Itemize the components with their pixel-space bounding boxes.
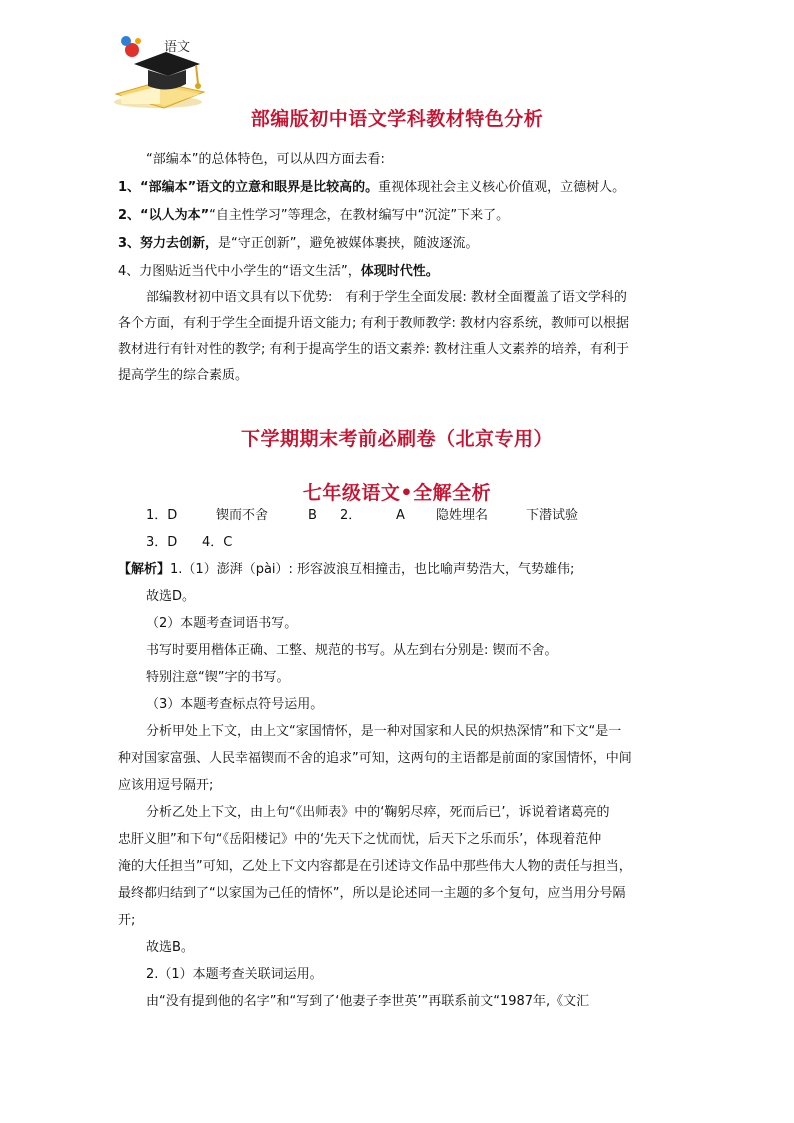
answer-cell: 隐姓埋名: [436, 508, 489, 523]
analysis-line: 应该用逗号隔开;: [118, 778, 214, 793]
analysis-line: 最终都归结到了“以家国为己任的情怀”，所以是论述同一主题的多个复句，应当用分号隔: [118, 886, 626, 901]
answer-row-2: [146, 534, 706, 552]
analysis-line: [118, 561, 678, 579]
answer-cell: A: [396, 508, 405, 523]
analysis-line: （2）本题考查词语书写。: [146, 616, 298, 631]
answer-cell: 1．D: [146, 508, 178, 523]
answer-cell: 2．: [340, 508, 362, 523]
analysis-line: （3）本题考查标点符号运用。: [146, 697, 324, 712]
intro-lead: “部编本”的总体特色，可以从四方面去看:: [146, 152, 385, 167]
answer-cell: 锲而不舍: [216, 508, 269, 523]
advantage-line: 教材进行有针对性的教学; 有利于提高学生的语文素养: 教材注重人文素养的培养，有利于: [118, 342, 630, 357]
intro-point-4-text: 4、力图贴近当代中小学生的“语文生活”，: [118, 264, 361, 279]
advantage-line: 提高学生的综合素质。: [118, 368, 249, 383]
intro-point-3-bold: 3、努力去创新，: [118, 236, 219, 251]
graduation-cap-book-logo-icon: [108, 32, 218, 112]
analysis-line: 分析甲处上下文，由上文“家国情怀，是一种对国家和人民的炽热深情”和下文“是一: [146, 724, 622, 739]
analysis-tag: 【解析】: [118, 562, 171, 577]
answer-cell: 3．D: [146, 535, 178, 550]
analysis-line: 书写时要用楷体正确、工整、规范的书写。从左到右分别是: 锲而不舍。: [146, 643, 558, 658]
analysis-line: 分析乙处上下文，由上句“《出师表》中的‘鞠躬尽瘁，死而后已’，诉说着诸葛亮的: [146, 805, 610, 820]
intro-point-1-bold: 1、“部编本”语文的立意和眼界是比较高的。: [118, 180, 379, 195]
intro-point-4: [118, 263, 678, 281]
analysis-line: 由“没有提到他的名字”和“写到了‘他妻子李世英’”再联系前文“1987年,《文汇: [146, 994, 590, 1009]
analysis-line: 故选D。: [146, 589, 196, 604]
intro-point-1: [118, 179, 678, 197]
analysis-line: 种对国家富强、人民幸福锲而不舍的追求”可知，这两句的主语都是前面的家国情怀，中间: [118, 751, 632, 766]
intro-point-1-text: 重视体现社会主义核心价值观，立德树人。: [378, 180, 626, 195]
answer-cell: 4．C: [202, 535, 233, 550]
exam-subtitle: 七年级语文•全解全析: [302, 482, 492, 504]
analysis-line: 开;: [118, 913, 136, 928]
advantage-line: 各个方面，有利于学生全面提升语文能力; 有利于教师教学: 教材内容系统，教师可以根据: [118, 316, 630, 331]
intro-point-2-bold: 2、“以人为本”: [118, 208, 210, 223]
logo-label: 语文: [164, 40, 191, 55]
analysis-line: 忠肝义胆”和下句“《岳阳楼记》中的‘先天下之忧而忧，后天下之乐而乐’，体现着范仲: [118, 832, 602, 847]
analysis-line: 故选B。: [146, 940, 194, 955]
intro-point-2-text: “自主性学习”等理念，在教材编写中“沉淀”下来了。: [209, 208, 510, 223]
analysis-line: 淹的大任担当”可知，乙处上下文内容都是在引述诗文作品中那些伟大人物的责任与担当，: [118, 859, 632, 874]
intro-point-3-text: 是“守正创新”，避免被媒体裹挟，随波逐流。: [218, 236, 479, 251]
analysis-text: 1.（1）澎湃（pài）: 形容波浪互相撞击，也比喻声势浩大，气势雄伟;: [170, 562, 575, 577]
page-title: 部编版初中语文学科教材特色分析: [250, 108, 544, 130]
intro-point-3: [118, 235, 678, 253]
analysis-line: 特别注意“锲”字的书写。: [146, 670, 290, 685]
analysis-line: 2.（1）本题考查关联词运用。: [146, 967, 323, 982]
answer-row-1: [146, 507, 706, 525]
exam-title: 下学期期末考前必刷卷（北京专用）: [240, 428, 553, 450]
answer-cell: B: [308, 508, 317, 523]
intro-point-2: [118, 207, 678, 225]
advantage-line: 部编教材初中语文具有以下优势: 有利于学生全面发展: 教材全面覆盖了语文学科的: [146, 290, 627, 305]
intro-point-4-bold: 体现时代性。: [360, 264, 439, 279]
answer-cell: 下潜试验: [526, 508, 579, 523]
